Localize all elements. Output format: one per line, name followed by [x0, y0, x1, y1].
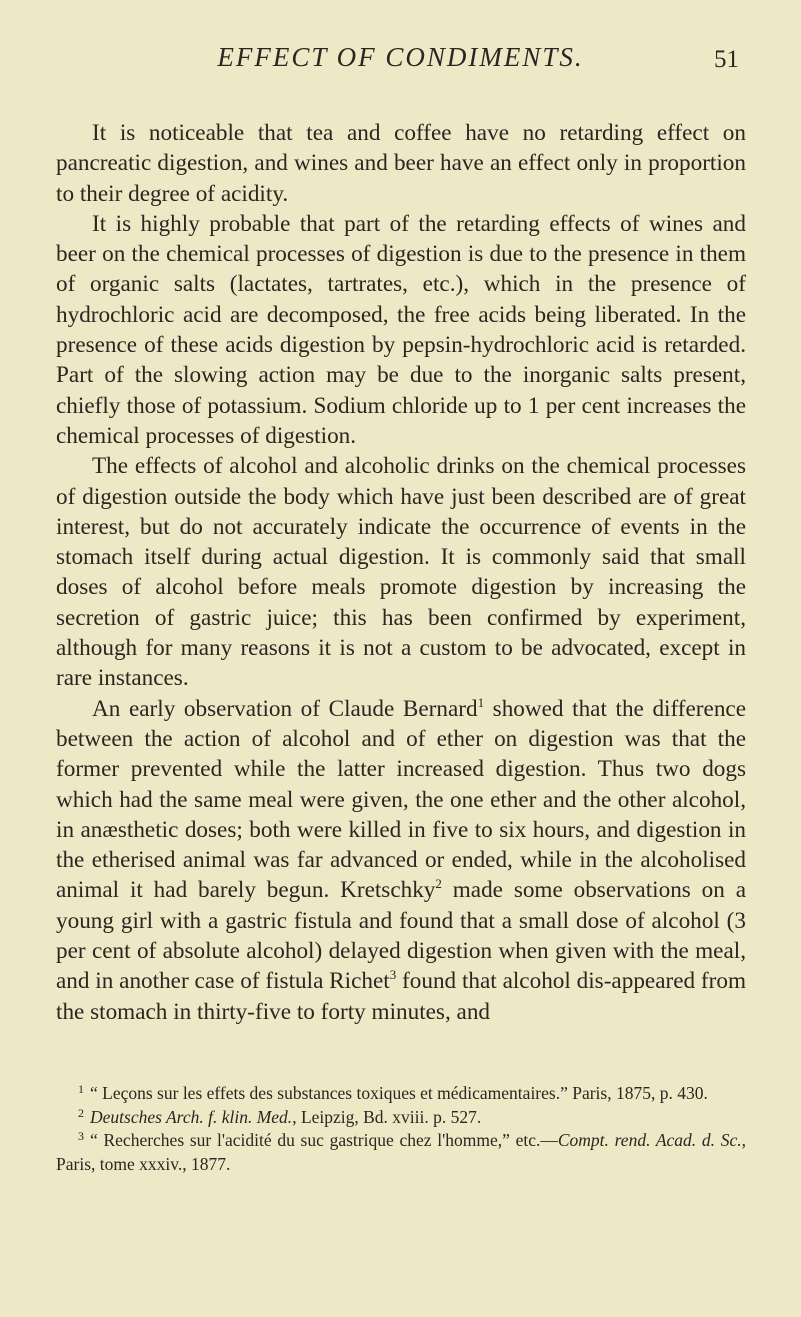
footnote-2-title: Deutsches Arch. f. klin. Med. — [90, 1106, 293, 1127]
paragraph-1: It is noticeable that tea and coffee have no retarding effect on pancreatic digestion, and wines and beer have an effect only in proportion to their degree of acidity. — [56, 120, 746, 207]
footnote-1 — [56, 1082, 746, 1106]
footnotes — [56, 1082, 746, 1176]
footnote-ref-2: 2 — [435, 876, 442, 892]
page-header — [0, 42, 801, 82]
paragraph-2: It is highly probable that part of the retarding effects of wines and beer on the chemical processes of digestion is due to the presence in them of organic salts (lactates, tartrates, etc.), which in the presence of hydrochloric acid are decomposed, the free acids being liberated. In the presence of these acids digestion by pepsin-hydrochloric acid is retarded. Part of the slowing action may be due to the inorganic salts present, chiefly those of potassium. Sodium chloride up to 1 per cent increases the chemical processes of digestion. — [56, 210, 746, 449]
footnote-2-mark: 2 — [78, 1105, 84, 1120]
footnote-ref-1: 1 — [477, 694, 485, 710]
footnote-3 — [56, 1129, 746, 1176]
footnote-1-text: “ Leçons sur les effets des substances toxiques et médicamentaires.” Paris, 1875, p. 430. — [90, 1083, 708, 1103]
footnote-ref-3: 3 — [389, 967, 397, 983]
paragraph-4 — [56, 694, 746, 1027]
footnote-2 — [56, 1106, 746, 1130]
footnote-3-rest: , Paris, tome xxxiv., 1877. — [56, 1130, 747, 1174]
footnote-3-mark: 3 — [78, 1129, 84, 1143]
paragraph-4-part-c: made some observations on a young girl with a gastric fistula and found that a small dose of alcohol (3 per cent of absolute alcohol) delayed digestion when given with the meal, and in another case of fistula Richet — [56, 877, 746, 995]
footnote-2-rest: , Leipzig, Bd. xviii. p. 527. — [292, 1106, 482, 1127]
footnote-3-journal: Compt. rend. Acad. d. Sc. — [557, 1130, 742, 1150]
paragraph-4-part-b: showed that the difference between the action of alcohol and of ether on digestion was that the former prevented while the latter increased digestion. Thus two dogs which had the same meal were given, the one ether and the other alcohol, in anæsthetic doses; both were killed in five to six hours, and digestion in the etherised animal was far advanced or ended, while in the alcoholised animal it had barely begun. Kretschky — [56, 695, 746, 904]
footnote-1-mark: 1 — [78, 1082, 84, 1096]
paragraph-4-part-a: An early observation of Claude Bernard — [92, 695, 478, 722]
body-text — [56, 118, 746, 1027]
footnote-3-text: “ Recherches sur l'acidité du suc gastrique chez l'homme,” etc.— — [90, 1130, 558, 1150]
paragraph-4-part-d: found that alcohol dis-appeared from the stomach in thirty-five to forty minutes, and — [56, 968, 746, 1025]
page-number: 51 — [714, 46, 739, 73]
paragraph-3: The effects of alcohol and alcoholic drinks on the chemical processes of digestion outside the body which have just been described are of great interest, but do not accurately indicate the occurrence of events in the stomach itself during actual digestion. It is commonly said that small doses of alcohol before meals promote digestion by increasing the secretion of gastric juice; this has been confirmed by experiment, although for many reasons it is not a custom to be advocated, except in rare instances. — [56, 453, 746, 692]
running-title: EFFECT OF CONDIMENTS. — [217, 42, 584, 72]
